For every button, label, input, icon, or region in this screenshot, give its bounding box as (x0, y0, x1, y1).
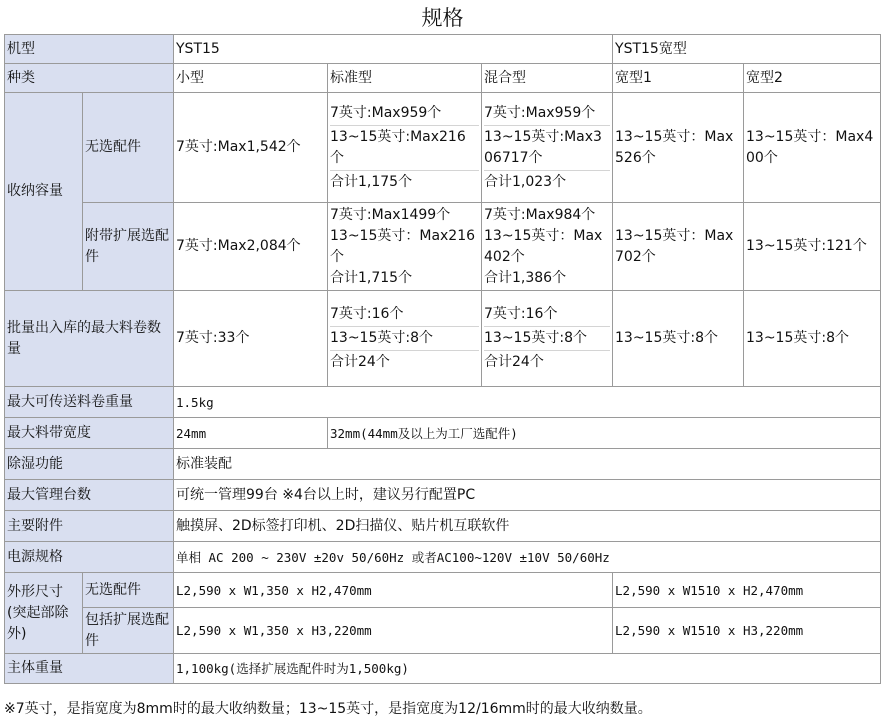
cell-cap-ext-standard (328, 203, 482, 291)
cell-dehumid: 标准装配 (174, 449, 881, 480)
cell-cap-none-standard (328, 93, 482, 203)
cell-model-yst15: YST15 (174, 35, 613, 64)
batch-standard-total: 合计24个 (330, 354, 390, 370)
cell-tape-width-small: 24mm (174, 418, 328, 449)
cell-batch-standard (328, 291, 482, 387)
cell-batch-mixed (482, 291, 613, 387)
batch-mixed-total: 合计24个 (484, 354, 544, 370)
row-capacity-none (5, 93, 881, 203)
cell-type-mixed: 混合型 (482, 64, 613, 93)
cell-batch-wide2: 13~15英寸:8个 (744, 291, 881, 387)
label-dims-title: 外形尺寸 (7, 583, 63, 600)
cell-weight-max: 1.5kg (174, 387, 881, 418)
cell-dims-ext-wide: L2,590 x W1510 x H3,220mm (613, 608, 881, 654)
cell-power: 单相 AC 200 ~ 230V ±20v 50/60Hz 或者AC100~120V ±10V 50/60Hz (174, 542, 881, 573)
cap-ext-standard-7in: 7英寸:Max1499个 (330, 206, 451, 223)
cap-none-standard-13in: 13~15英寸:Max216个 (330, 126, 479, 171)
label-power: 电源规格 (5, 542, 174, 573)
cell-cap-none-mixed (482, 93, 613, 203)
page-title: 规格 (421, 6, 464, 30)
footnote: ※7英寸，是指宽度为8mm时的最大收纳数量；13~15英寸，是指宽度为12/16mm时的最大收纳数量。 (4, 701, 652, 717)
cell-batch-small: 7英寸:33个 (174, 291, 328, 387)
cap-ext-mixed-7in: 7英寸:Max984个 (484, 206, 596, 223)
cell-cap-ext-wide2: 13~15英寸:121个 (744, 203, 881, 291)
label-type: 种类 (5, 64, 174, 93)
label-weight-max: 最大可传送料卷重量 (5, 387, 174, 418)
row-mgmt (5, 480, 881, 511)
cell-dims-none-wide: L2,590 x W1510 x H2,470mm (613, 573, 881, 608)
label-dims-none: 无选配件 (83, 573, 174, 608)
cell-mgmt: 可统一管理99台 ※4台以上时，建议另行配置PC (174, 480, 881, 511)
label-dims (5, 573, 83, 654)
cell-cap-ext-wide1: 13~15英寸：Max702个 (613, 203, 744, 291)
cap-none-standard-total: 合计1,175个 (330, 173, 413, 190)
cap-ext-mixed-13in: 13~15英寸：Max402个 (484, 227, 603, 265)
cell-cap-none-wide1: 13~15英寸：Max526个 (613, 93, 744, 203)
cap-none-mixed-7in: 7英寸:Max959个 (484, 102, 610, 126)
row-accessories (5, 511, 881, 542)
batch-standard-13in: 13~15英寸:8个 (330, 327, 479, 351)
label-body-weight: 主体重量 (5, 654, 174, 684)
row-dims-ext (5, 608, 881, 654)
label-dehumid: 除湿功能 (5, 449, 174, 480)
row-dehumid (5, 449, 881, 480)
cell-dims-none-yst15: L2,590 x W1,350 x H2,470mm (174, 573, 613, 608)
row-weight-max (5, 387, 881, 418)
label-model: 机型 (5, 35, 174, 64)
cell-cap-ext-small: 7英寸:Max2,084个 (174, 203, 328, 291)
label-capacity-none: 无选配件 (83, 93, 174, 203)
batch-mixed-13in: 13~15英寸:8个 (484, 327, 610, 351)
batch-standard-7in: 7英寸:16个 (330, 303, 479, 327)
row-batch (5, 291, 881, 387)
cell-cap-none-wide2: 13~15英寸：Max400个 (744, 93, 881, 203)
label-accessories: 主要附件 (5, 511, 174, 542)
label-capacity: 收纳容量 (5, 93, 83, 291)
cap-none-standard-7in: 7英寸:Max959个 (330, 102, 479, 126)
label-dims-note: (突起部除外) (7, 604, 69, 642)
cell-dims-ext-yst15: L2,590 x W1,350 x H3,220mm (174, 608, 613, 654)
cell-body-weight: 1,100kg(选择扩展选配件时为1,500kg) (174, 654, 881, 684)
cell-type-wide2: 宽型2 (744, 64, 881, 93)
cap-none-mixed-13in: 13~15英寸:Max306717个 (484, 126, 610, 171)
cell-cap-ext-mixed (482, 203, 613, 291)
cap-ext-standard-total: 合计1,715个 (330, 269, 413, 286)
row-tape-width (5, 418, 881, 449)
cell-type-small: 小型 (174, 64, 328, 93)
row-capacity-ext (5, 203, 881, 291)
cell-type-wide1: 宽型1 (613, 64, 744, 93)
label-capacity-ext: 附带扩展选配件 (83, 203, 174, 291)
spec-table (4, 34, 881, 684)
cap-none-mixed-total: 合计1,023个 (484, 173, 567, 190)
row-type (5, 64, 881, 93)
label-batch: 批量出入库的最大料卷数量 (5, 291, 174, 387)
row-body-weight (5, 654, 881, 684)
cap-ext-mixed-total: 合计1,386个 (484, 269, 567, 286)
cell-tape-width-rest: 32mm(44mm及以上为工厂选配件) (328, 418, 881, 449)
label-mgmt: 最大管理台数 (5, 480, 174, 511)
cell-batch-wide1: 13~15英寸:8个 (613, 291, 744, 387)
label-dims-ext: 包括扩展选配件 (83, 608, 174, 654)
row-model (5, 35, 881, 64)
cell-accessories: 触摸屏、2D标签打印机、2D扫描仪、贴片机互联软件 (174, 511, 881, 542)
row-power (5, 542, 881, 573)
batch-mixed-7in: 7英寸:16个 (484, 303, 610, 327)
cap-ext-standard-13in: 13~15英寸：Max216个 (330, 227, 476, 265)
cell-type-standard: 标准型 (328, 64, 482, 93)
label-tape-width: 最大料带宽度 (5, 418, 174, 449)
cell-model-wide: YST15宽型 (613, 35, 881, 64)
cell-cap-none-small: 7英寸:Max1,542个 (174, 93, 328, 203)
row-dims-none (5, 573, 881, 608)
